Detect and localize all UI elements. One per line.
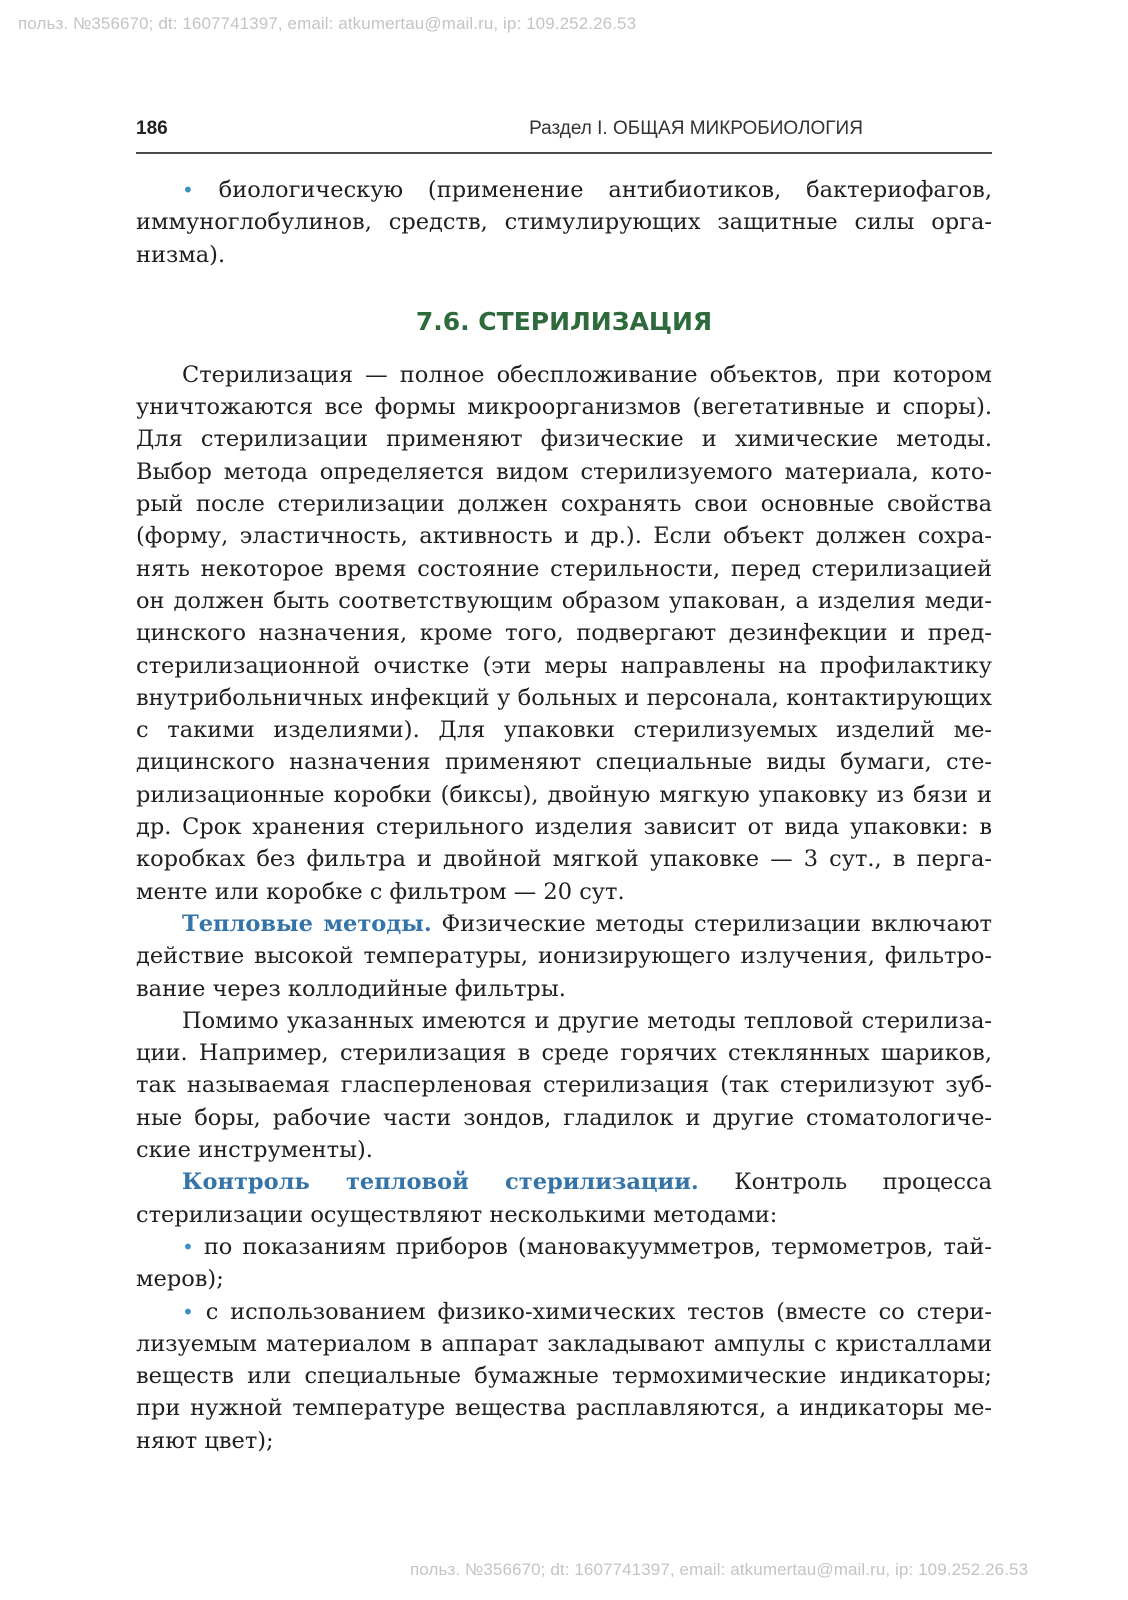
page-number: 186 [136, 118, 168, 139]
bullet-icon: • [182, 1234, 194, 1259]
paragraph-text: Контроль процесса стерилизации осуществляют несколькими методами: [136, 1169, 992, 1228]
bullet-icon: • [182, 1299, 194, 1324]
bullet-text: по показаниям приборов (мановакуумметров, термометров, таймеров); [136, 1233, 993, 1293]
page-body [136, 174, 992, 1457]
bullet-item-instruments [136, 1231, 992, 1296]
running-header [136, 114, 992, 154]
bullet-icon: • [182, 178, 194, 202]
paragraph-other-methods: Помимо указанных имеются и другие методы тепловой стерилизации. Например, стерилизация в среде горячих стеклянных шариков, так называемая гласперленовая стерилизация (так стерилизуют зубные боры, рабочие части зондов, гладилок и другие стоматологические инструменты). [136, 1007, 992, 1164]
paragraph-text: Физические методы стерилизации включают действие высокой температуры, ионизирующего излучения, фильтрование через коллодийные фильтры. [136, 910, 992, 1002]
bullet-text: биологическую (применение антибиотиков, бактериофагов, иммуноглобулинов, средств, стимулирующих защитные силы организма). [136, 177, 993, 268]
watermark-top: польз. №356670; dt: 1607741397, email: atkumertau@mail.ru, ip: 109.252.26.53 [18, 14, 637, 33]
watermark-bottom: польз. №356670; dt: 1607741397, email: atkumertau@mail.ru, ip: 109.252.26.53 [410, 1560, 1029, 1579]
run-in-heading-control: Контроль тепловой стерилизации. [182, 1169, 699, 1196]
run-in-heading-thermal: Тепловые методы. [182, 910, 432, 937]
section-title: Раздел I. ОБЩАЯ МИКРОБИОЛОГИЯ [529, 118, 863, 139]
paragraph-thermal-methods [136, 908, 992, 1005]
paragraph-sterilization-definition: Стерилизация — полное обеспложивание объектов, при котором уничтожаются все формы микроорганизмов (вегетативные и споры). Для стерилизации применяют физические и химические методы. Выбор метода определяется видом стерилизуемого материала, который после стерилизации должен сохранять свои основные свойства (форму, эластичность, активность и др.). Если объект должен сохранять некоторое время состояние стерильности, перед стерилизацией он должен быть соответствующим образом упакован, а изделия медицинского назначения, кроме того, подвергают дезинфекции и предстерилизационной очистке (эти меры направлены на профилактику внутрибольничных инфекций у больных и персонала, контактирующих с такими изделиями). Для упаковки стерилизуемых изделий медицинского назначения применяют специальные виды бумаги, стерилизационные коробки (биксы), двойную мягкую упаковку из бязи и др. Срок хранения стерильного изделия зависит от вида упаковки: в коробках без фильтра и двойной мягкой упаковке — 3 сут., в пергаменте или коробке с фильтром — 20 сут. [136, 361, 992, 905]
bullet-item-chemical-tests [136, 1296, 992, 1457]
chapter-heading: 7.6. СТЕРИЛИЗАЦИЯ [415, 306, 713, 336]
bullet-item-biological [136, 174, 992, 271]
paragraph-control [136, 1166, 992, 1231]
bullet-text: с использованием физико-химических тестов (вместе со стерилизуемым материалом в аппарат закладывают ампулы с кристаллами веществ или специальные бумажные термохимические индикаторы; при нужной температуре вещества расплавляются, а индикаторы меняют цвет); [136, 1298, 992, 1454]
